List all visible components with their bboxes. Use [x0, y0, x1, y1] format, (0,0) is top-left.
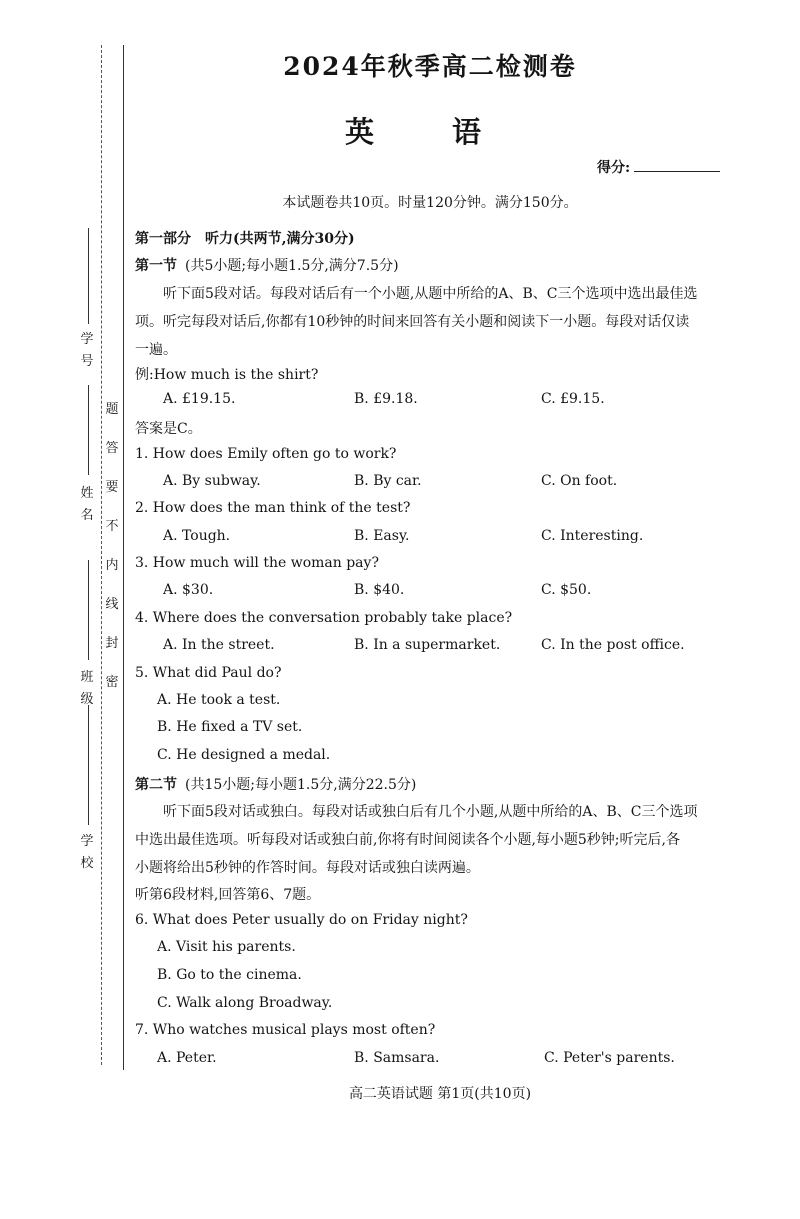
example-option-a: A. £19.15. [163, 391, 236, 407]
q7-option-c: C. Peter's parents. [544, 1050, 675, 1066]
section1-heading: 第一节 [135, 258, 177, 274]
score-blank[interactable] [634, 171, 720, 172]
q3-option-a: A. $30. [163, 582, 214, 598]
school-blank [88, 705, 89, 825]
question-5: 5. What did Paul do? [135, 665, 282, 681]
question-2: 2. How does the man think of the test? [135, 500, 411, 516]
field-class-1: 班 [80, 670, 94, 685]
name-blank [88, 385, 89, 475]
section2-heading: 第二节 [135, 777, 177, 793]
exam-title: 2024年秋季高二检测卷 [283, 52, 577, 81]
notice-char: 答 [105, 441, 119, 456]
q4-option-b: B. In a supermarket. [354, 637, 501, 653]
q3-option-b: B. $40. [354, 582, 405, 598]
q3-option-c: C. $50. [541, 582, 592, 598]
notice-char: 内 [105, 558, 119, 573]
question-3: 3. How much will the woman pay? [135, 555, 379, 571]
field-school-1: 学 [80, 834, 94, 849]
example-question: 例:How much is the shirt? [135, 367, 319, 383]
notice-char: 要 [105, 480, 119, 495]
question-1: 1. How does Emily often go to work? [135, 446, 397, 462]
example-answer: 答案是C。 [135, 421, 202, 437]
notice-char: 不 [105, 519, 119, 534]
field-student-id-1: 学 [80, 332, 94, 347]
field-class-2: 级 [80, 692, 94, 707]
field-student-id-2: 号 [80, 354, 94, 369]
q6-option-b: B. Go to the cinema. [157, 967, 302, 983]
question-4: 4. Where does the conversation probably take place? [135, 610, 513, 626]
material-intro: 听第6段材料,回答第6、7题。 [135, 887, 321, 903]
field-name-2: 名 [80, 508, 94, 523]
exam-info: 本试题卷共10页。时量120分钟。满分150分。 [282, 195, 578, 211]
q2-option-c: C. Interesting. [541, 528, 644, 544]
section2-instruction-line: 听下面5段对话或独白。每段对话或独白后有几个小题,从题中所给的A、B、C三个选项 [163, 804, 698, 820]
q5-option-c: C. He designed a medal. [157, 747, 331, 763]
example-option-c: C. £9.15. [541, 391, 605, 407]
section2-instruction-line: 中选出最佳选项。听每段对话或独白前,你将有时间阅读各个小题,每小题5秒钟;听完后,各 [135, 832, 680, 848]
q6-option-a: A. Visit his parents. [157, 939, 296, 955]
q4-option-c: C. In the post office. [541, 637, 685, 653]
section1-heading-row [135, 255, 399, 275]
q2-option-a: A. Tough. [163, 528, 231, 544]
page-footer: 高二英语试题 第1页(共10页) [348, 1086, 532, 1102]
section2-heading-row [135, 774, 416, 794]
section1-instruction-line: 听下面5段对话。每段对话后有一个小题,从题中所给的A、B、C三个选项中选出最佳选 [163, 286, 698, 302]
notice-char: 封 [105, 636, 119, 651]
class-blank [88, 560, 89, 660]
score-label: 得分: [597, 160, 631, 176]
section1-instruction-line: 一遍。 [135, 342, 177, 358]
q1-option-a: A. By subway. [163, 473, 261, 489]
subject-title: 英 语 [344, 115, 516, 149]
q5-option-b: B. He fixed a TV set. [157, 719, 303, 735]
q7-option-b: B. Samsara. [354, 1050, 440, 1066]
q5-option-a: A. He took a test. [157, 692, 281, 708]
question-6: 6. What does Peter usually do on Friday night? [135, 912, 468, 928]
q1-option-b: B. By car. [354, 473, 422, 489]
section1-note: (共5小题;每小题1.5分,满分7.5分) [185, 258, 399, 274]
part1-heading: 第一部分 听力(共两节,满分30分) [135, 231, 355, 247]
notice-char: 密 [105, 675, 119, 690]
q4-option-a: A. In the street. [163, 637, 275, 653]
notice-char: 题 [105, 402, 119, 417]
section2-note: (共15小题;每小题1.5分,满分22.5分) [185, 777, 417, 793]
field-school-2: 校 [80, 856, 94, 871]
section2-instruction-line: 小题将给出5秒钟的作答时间。每段对话或独白读两遍。 [135, 860, 480, 876]
student-id-blank [88, 228, 89, 324]
question-7: 7. Who watches musical plays most often? [135, 1022, 436, 1038]
q2-option-b: B. Easy. [354, 528, 410, 544]
example-option-b: B. £9.18. [354, 391, 418, 407]
q7-option-a: A. Peter. [157, 1050, 217, 1066]
q1-option-c: C. On foot. [541, 473, 618, 489]
field-name-1: 姓 [80, 486, 94, 501]
section1-instruction-line: 项。听完每段对话后,你都有10秒钟的时间来回答有关小题和阅读下一小题。每段对话仅读 [135, 314, 690, 330]
notice-char: 线 [105, 597, 119, 612]
q6-option-c: C. Walk along Broadway. [157, 995, 333, 1011]
